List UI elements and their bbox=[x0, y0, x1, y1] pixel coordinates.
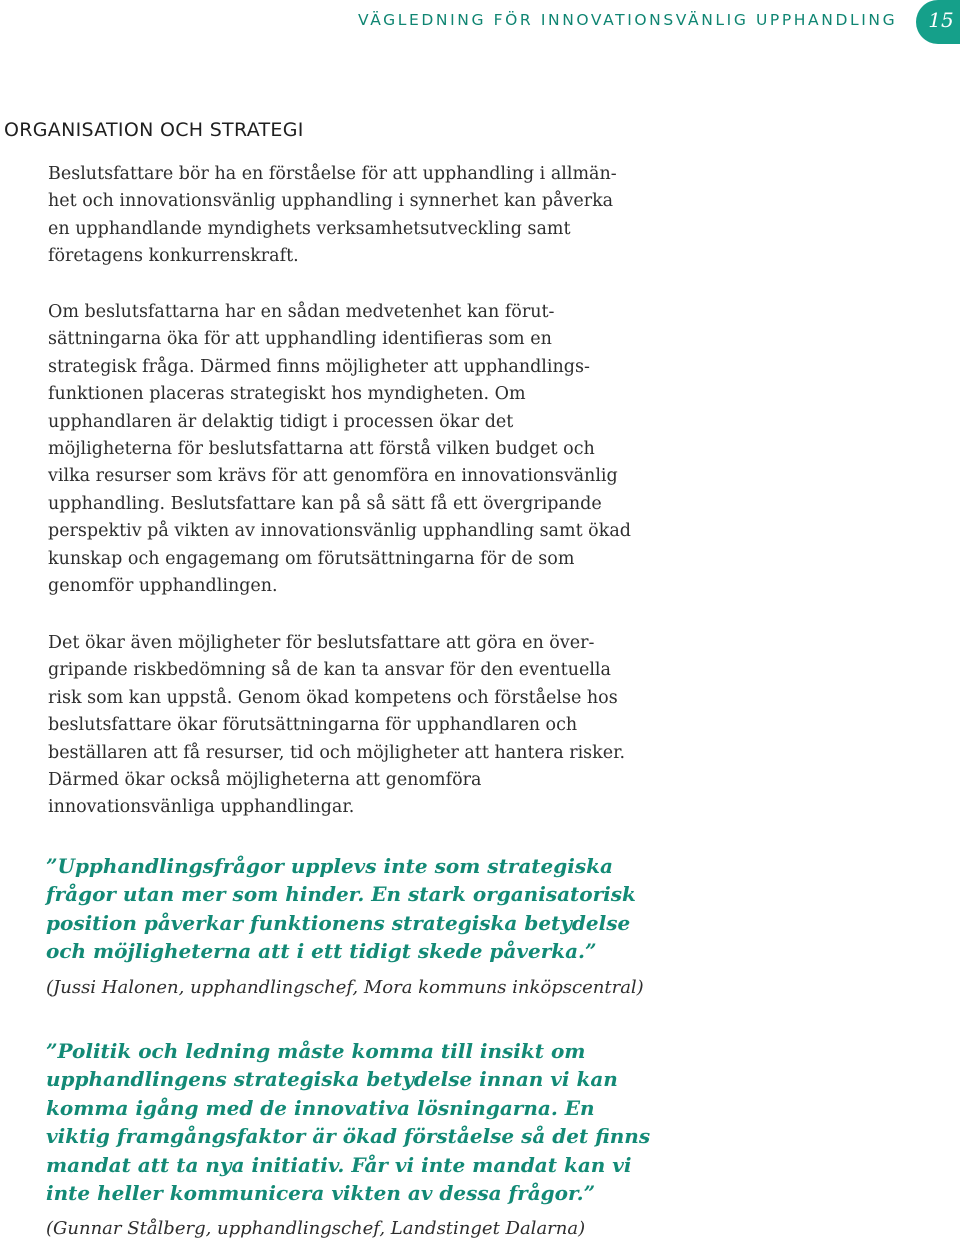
quote-line: ”Politik och ledning måste komma till insikt om bbox=[46, 1039, 586, 1063]
quote-line: upphandlingens strategiska betydelse innan vi kan bbox=[46, 1067, 618, 1092]
quote-line: mandat att ta nya initiativ. Får vi inte mandat kan vi bbox=[46, 1152, 632, 1177]
quote-attribution-2: (Gunnar Stålberg, upphandlingschef, Landstinget Dalarna) bbox=[46, 1218, 586, 1239]
paragraph-line: perspektiv på vikten av innovationsvänlig upphandling samt ökad bbox=[48, 521, 631, 542]
quote-line: frågor utan mer som hinder. En stark organisatorisk bbox=[46, 882, 636, 907]
page-number: 15 bbox=[928, 8, 954, 32]
paragraph-3 bbox=[48, 630, 728, 822]
paragraph-line: företagens konkurrenskraft. bbox=[48, 246, 299, 267]
paragraph-line: funktionen placeras strategiskt hos myndigheten. Om bbox=[48, 384, 526, 405]
quote-line: inte heller kommunicera vikten av dessa frågor.” bbox=[46, 1181, 596, 1206]
quote-line: komma igång med de innovativa lösningarna. En bbox=[46, 1095, 595, 1120]
quote-line: position påverkar funktionens strategiska betydelse bbox=[46, 910, 631, 935]
running-header-title: VÄGLEDNING FÖR INNOVATIONSVÄNLIG UPPHANDLING bbox=[358, 11, 898, 29]
paragraph-line: kunskap och engagemang om förutsättningarna för de som bbox=[48, 548, 575, 569]
paragraph-line: genomför upphandlingen. bbox=[48, 576, 278, 597]
paragraph-2 bbox=[48, 299, 728, 600]
pull-quote-1 bbox=[46, 852, 746, 966]
paragraph-line: Det ökar även möjligheter för beslutsfattare att göra en över- bbox=[48, 633, 595, 653]
paragraph-line: risk som kan uppstå. Genom ökad kompetens och förståelse hos bbox=[48, 687, 618, 708]
paragraph-line: upphandling. Beslutsfattare kan på så sätt få ett övergripande bbox=[48, 493, 602, 514]
section-heading: ORGANISATION OCH STRATEGI bbox=[4, 119, 304, 141]
paragraph-line: sättningarna öka för att upphandling identifieras som en bbox=[48, 329, 552, 350]
paragraph-line: möjligheterna för beslutsfattarna att förstå vilken budget och bbox=[48, 439, 595, 460]
paragraph-line: Därmed ökar också möjligheterna att genomföra bbox=[48, 770, 482, 791]
paragraph-line: het och innovationsvänlig upphandling i synnerhet kan påverka bbox=[48, 191, 614, 212]
paragraph-line: vilka resurser som krävs för att genomföra en innovationsvänlig bbox=[48, 466, 618, 487]
paragraph-1 bbox=[48, 161, 728, 271]
paragraph-line: Om beslutsfattarna har en sådan medvetenhet kan förut- bbox=[48, 302, 555, 322]
quote-line: och möjligheterna att i ett tidigt skede påverka.” bbox=[46, 939, 597, 964]
paragraph-line: gripande riskbedömning så de kan ta ansvar för den eventuella bbox=[48, 660, 611, 681]
paragraph-line: en upphandlande myndighets verksamhetsutveckling samt bbox=[48, 218, 571, 239]
pull-quote-2 bbox=[46, 1037, 746, 1207]
paragraph-line: beställaren att få resurser, tid och möjligheter att hantera risker. bbox=[48, 742, 626, 763]
paragraph-line: strategisk fråga. Därmed finns möjligheter att upphandlings- bbox=[48, 356, 590, 377]
quote-attribution-1: (Jussi Halonen, upphandlingschef, Mora kommuns inköpscentral) bbox=[46, 977, 644, 998]
page-number-badge bbox=[916, 0, 960, 44]
quote-line: ”Upphandlingsfrågor upplevs inte som strategiska bbox=[46, 854, 613, 878]
paragraph-line: innovationsvänliga upphandlingar. bbox=[48, 797, 355, 818]
paragraph-line: beslutsfattare ökar förutsättningarna för upphandlaren och bbox=[48, 715, 578, 736]
paragraph-line: upphandlaren är delaktig tidigt i processen ökar det bbox=[48, 411, 514, 432]
paragraph-line: Beslutsfattare bör ha en förståelse för att upphandling i allmän- bbox=[48, 164, 617, 184]
quote-line: viktig framgångsfaktor är ökad förståelse så det finns bbox=[46, 1124, 651, 1149]
